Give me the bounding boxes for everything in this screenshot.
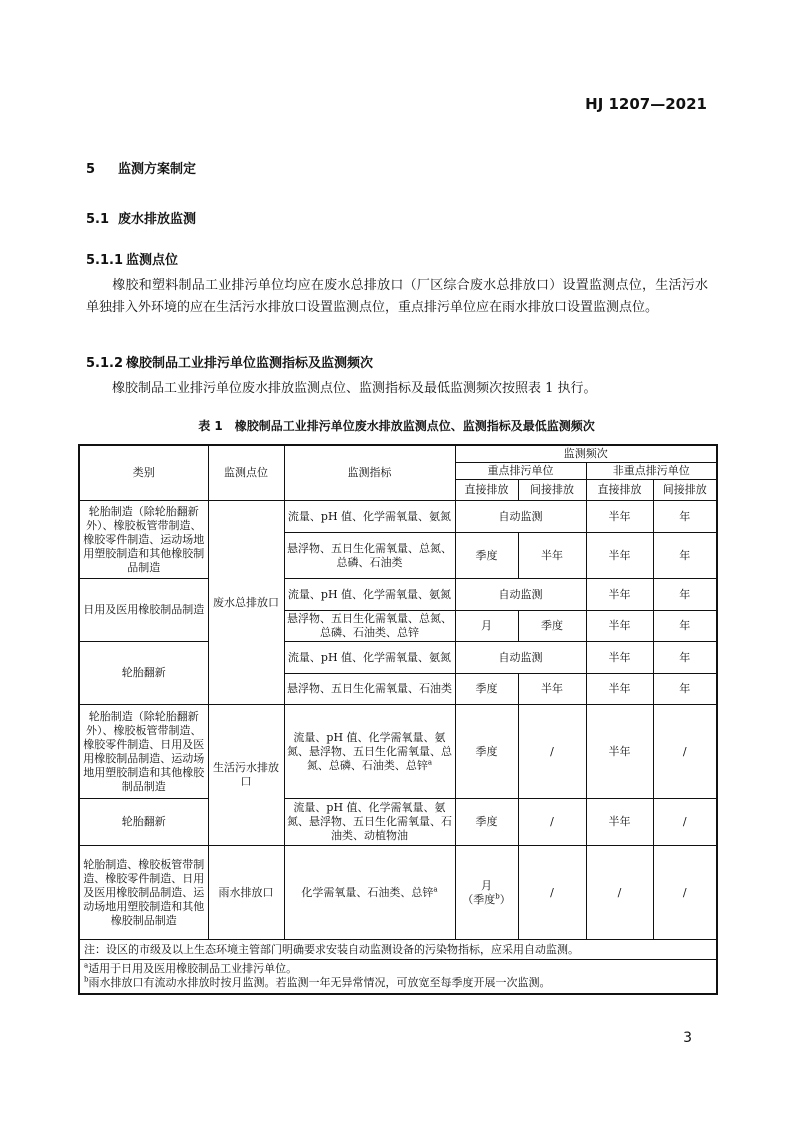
cell-key-direct: 季度 bbox=[455, 674, 518, 705]
header-key-indirect: 间接排放 bbox=[518, 480, 586, 501]
cell-indicator: 悬浮物、五日生化需氧量、石油类 bbox=[284, 674, 455, 705]
header-key-direct: 直接排放 bbox=[455, 480, 518, 501]
cell-nonkey-indirect: 年 bbox=[653, 642, 717, 674]
footnote-mark: b bbox=[84, 975, 89, 984]
frequency-close-paren: ） bbox=[499, 892, 511, 906]
cell-nonkey-indirect: / bbox=[653, 846, 717, 940]
page-number: 3 bbox=[683, 1030, 692, 1046]
paragraph-text: 橡胶制品工业排污单位废水排放监测点位、监测指标及最低监测频次按照表 1 执行。 bbox=[112, 381, 597, 396]
section-5-heading bbox=[86, 158, 196, 177]
frequency-quarter bbox=[458, 893, 516, 907]
cell-category: 轮胎制造（除轮胎翻新外）、橡胶板管带制造、橡胶零件制造、日用及医用橡胶制品制造、运动场地用塑胶制造和其他橡胶制品制造 bbox=[79, 705, 208, 799]
section-title: 橡胶制品工业排污单位监测指标及监测频次 bbox=[126, 356, 374, 371]
cell-nonkey-direct: 半年 bbox=[586, 705, 653, 799]
cell-key-direct: 季度 bbox=[455, 799, 518, 846]
cell-nonkey-indirect: / bbox=[653, 799, 717, 846]
cell-indicator: 悬浮物、五日生化需氧量、总氮、总磷、石油类、总锌 bbox=[284, 611, 455, 642]
header-frequency: 监测频次 bbox=[455, 445, 717, 463]
header-nonkey-unit: 非重点排污单位 bbox=[586, 463, 717, 480]
table-row bbox=[79, 579, 717, 611]
cell-key-merged: 自动监测 bbox=[455, 579, 586, 611]
cell-nonkey-indirect: 年 bbox=[653, 533, 717, 579]
cell-category: 日用及医用橡胶制品制造 bbox=[79, 579, 208, 642]
cell-category: 轮胎制造、橡胶板管带制造、橡胶零件制造、日用及医用橡胶制品制造、运动场地用塑胶制造和其他橡胶制品制造 bbox=[79, 846, 208, 940]
cell-point: 生活污水排放口 bbox=[208, 705, 284, 846]
section-number: 5.1.1 bbox=[86, 253, 124, 268]
cell-nonkey-direct: 半年 bbox=[586, 579, 653, 611]
header-point: 监测点位 bbox=[208, 445, 284, 501]
cell-category: 轮胎翻新 bbox=[79, 799, 208, 846]
section-number: 5 bbox=[86, 162, 96, 177]
cell-key-merged: 自动监测 bbox=[455, 642, 586, 674]
table-row bbox=[79, 705, 717, 799]
cell-nonkey-direct: 半年 bbox=[586, 533, 653, 579]
paragraph-5-1-1 bbox=[86, 275, 708, 319]
cell-indicator: 流量、pH 值、化学需氧量、氨氮 bbox=[284, 579, 455, 611]
footnote-text: 雨水排放口有流动水排放时按月监测。若监测一年无异常情况，可放宽至每季度开展一次监测。 bbox=[88, 976, 551, 990]
cell-nonkey-indirect: 年 bbox=[653, 674, 717, 705]
section-number: 5.1 bbox=[86, 212, 110, 227]
cell-nonkey-direct: 半年 bbox=[586, 611, 653, 642]
cell-nonkey-indirect: / bbox=[653, 705, 717, 799]
table-caption: 表 1 橡胶制品工业排污单位废水排放监测点位、监测指标及最低监测频次 bbox=[198, 419, 595, 433]
cell-key-direct: 季度 bbox=[455, 533, 518, 579]
cell-nonkey-direct: 半年 bbox=[586, 642, 653, 674]
header-category: 类别 bbox=[79, 445, 208, 501]
section-title: 废水排放监测 bbox=[118, 212, 197, 227]
header-indicator: 监测指标 bbox=[284, 445, 455, 501]
cell-category: 轮胎制造（除轮胎翻新外）、橡胶板管带制造、橡胶零件制造、运动场地用塑胶制造和其他橡胶制品制造 bbox=[79, 501, 208, 579]
cell-indicator bbox=[284, 846, 455, 940]
standard-code: HJ 1207—2021 bbox=[585, 95, 707, 113]
note-main: 注：设区的市级及以上生态环境主管部门明确要求安装自动监测设备的污染物指标，应采用自动监测。 bbox=[79, 940, 717, 960]
cell-indicator: 流量、pH 值、化学需氧量、氨氮 bbox=[284, 501, 455, 533]
section-title: 监测方案制定 bbox=[118, 162, 197, 177]
section-5-1-2-heading bbox=[86, 352, 373, 371]
paragraph-5-1-2 bbox=[86, 378, 708, 400]
cell-nonkey-direct: 半年 bbox=[586, 674, 653, 705]
footnote-mark: a bbox=[84, 961, 89, 970]
cell-indicator: 流量、pH 值、化学需氧量、氨氮 bbox=[284, 642, 455, 674]
cell-point: 废水总排放口 bbox=[208, 501, 284, 705]
table-row bbox=[79, 799, 717, 846]
cell-nonkey-indirect: 年 bbox=[653, 501, 717, 533]
cell-nonkey-direct: 半年 bbox=[586, 501, 653, 533]
cell-key-indirect: 半年 bbox=[518, 533, 586, 579]
cell-key-indirect: / bbox=[518, 799, 586, 846]
cell-key-direct: 月 bbox=[455, 611, 518, 642]
section-number: 5.1.2 bbox=[86, 356, 124, 371]
cell-nonkey-indirect: 年 bbox=[653, 611, 717, 642]
cell-indicator: 悬浮物、五日生化需氧量、总氮、总磷、石油类 bbox=[284, 533, 455, 579]
table-row bbox=[79, 642, 717, 674]
footnote-a bbox=[84, 962, 714, 976]
indicator-text: 化学需氧量、石油类、总锌 bbox=[301, 885, 434, 899]
footnote-mark: a bbox=[433, 884, 438, 893]
cell-point: 雨水排放口 bbox=[208, 846, 284, 940]
table-header-row bbox=[79, 445, 717, 463]
header-nonkey-indirect: 间接排放 bbox=[653, 480, 717, 501]
footnote-text: 适用于日用及医用橡胶制品工业排污单位。 bbox=[88, 962, 298, 976]
header-key-unit: 重点排污单位 bbox=[455, 463, 586, 480]
paragraph-text: 橡胶和塑料制品工业排污单位均应在废水总排放口（厂区综合废水总排放口）设置监测点位，生活污水单独排入外环境的应在生活污水排放口设置监测点位，重点排污单位应在雨水排放口设置监测点位。 bbox=[86, 278, 708, 315]
cell-key-direct: 季度 bbox=[455, 705, 518, 799]
table-note-row bbox=[79, 960, 717, 994]
header-nonkey-direct: 直接排放 bbox=[586, 480, 653, 501]
cell-nonkey-indirect: 年 bbox=[653, 579, 717, 611]
cell-nonkey-direct: / bbox=[586, 846, 653, 940]
table-row bbox=[79, 846, 717, 940]
cell-category: 轮胎翻新 bbox=[79, 642, 208, 705]
section-5-1-heading bbox=[86, 208, 196, 227]
cell-key-direct bbox=[455, 846, 518, 940]
frequency-quarter-text: （季度 bbox=[462, 892, 496, 906]
cell-key-indirect: 季度 bbox=[518, 611, 586, 642]
cell-nonkey-direct: 半年 bbox=[586, 799, 653, 846]
note-footnotes bbox=[79, 960, 717, 994]
section-title: 监测点位 bbox=[126, 253, 179, 268]
frequency-month: 月 bbox=[481, 878, 492, 892]
cell-key-indirect: / bbox=[518, 705, 586, 799]
table-note-row bbox=[79, 940, 717, 960]
footnote-mark: a bbox=[427, 757, 433, 766]
cell-indicator: 流量、pH 值、化学需氧量、氨氮、悬浮物、五日生化需氧量、石油类、动植物油 bbox=[284, 799, 455, 846]
indicator-text: 流量、pH 值、化学需氧量、氨氮、悬浮物、五日生化需氧量、总氮、总磷、石油类、总锌 bbox=[287, 730, 452, 772]
cell-key-merged: 自动监测 bbox=[455, 501, 586, 533]
footnote-b bbox=[84, 976, 714, 990]
cell-key-indirect: / bbox=[518, 846, 586, 940]
monitoring-table bbox=[78, 444, 718, 995]
footnote-mark: b bbox=[495, 891, 500, 900]
table-row bbox=[79, 501, 717, 533]
cell-key-indirect: 半年 bbox=[518, 674, 586, 705]
cell-indicator bbox=[284, 705, 455, 799]
section-5-1-1-heading bbox=[86, 249, 178, 268]
